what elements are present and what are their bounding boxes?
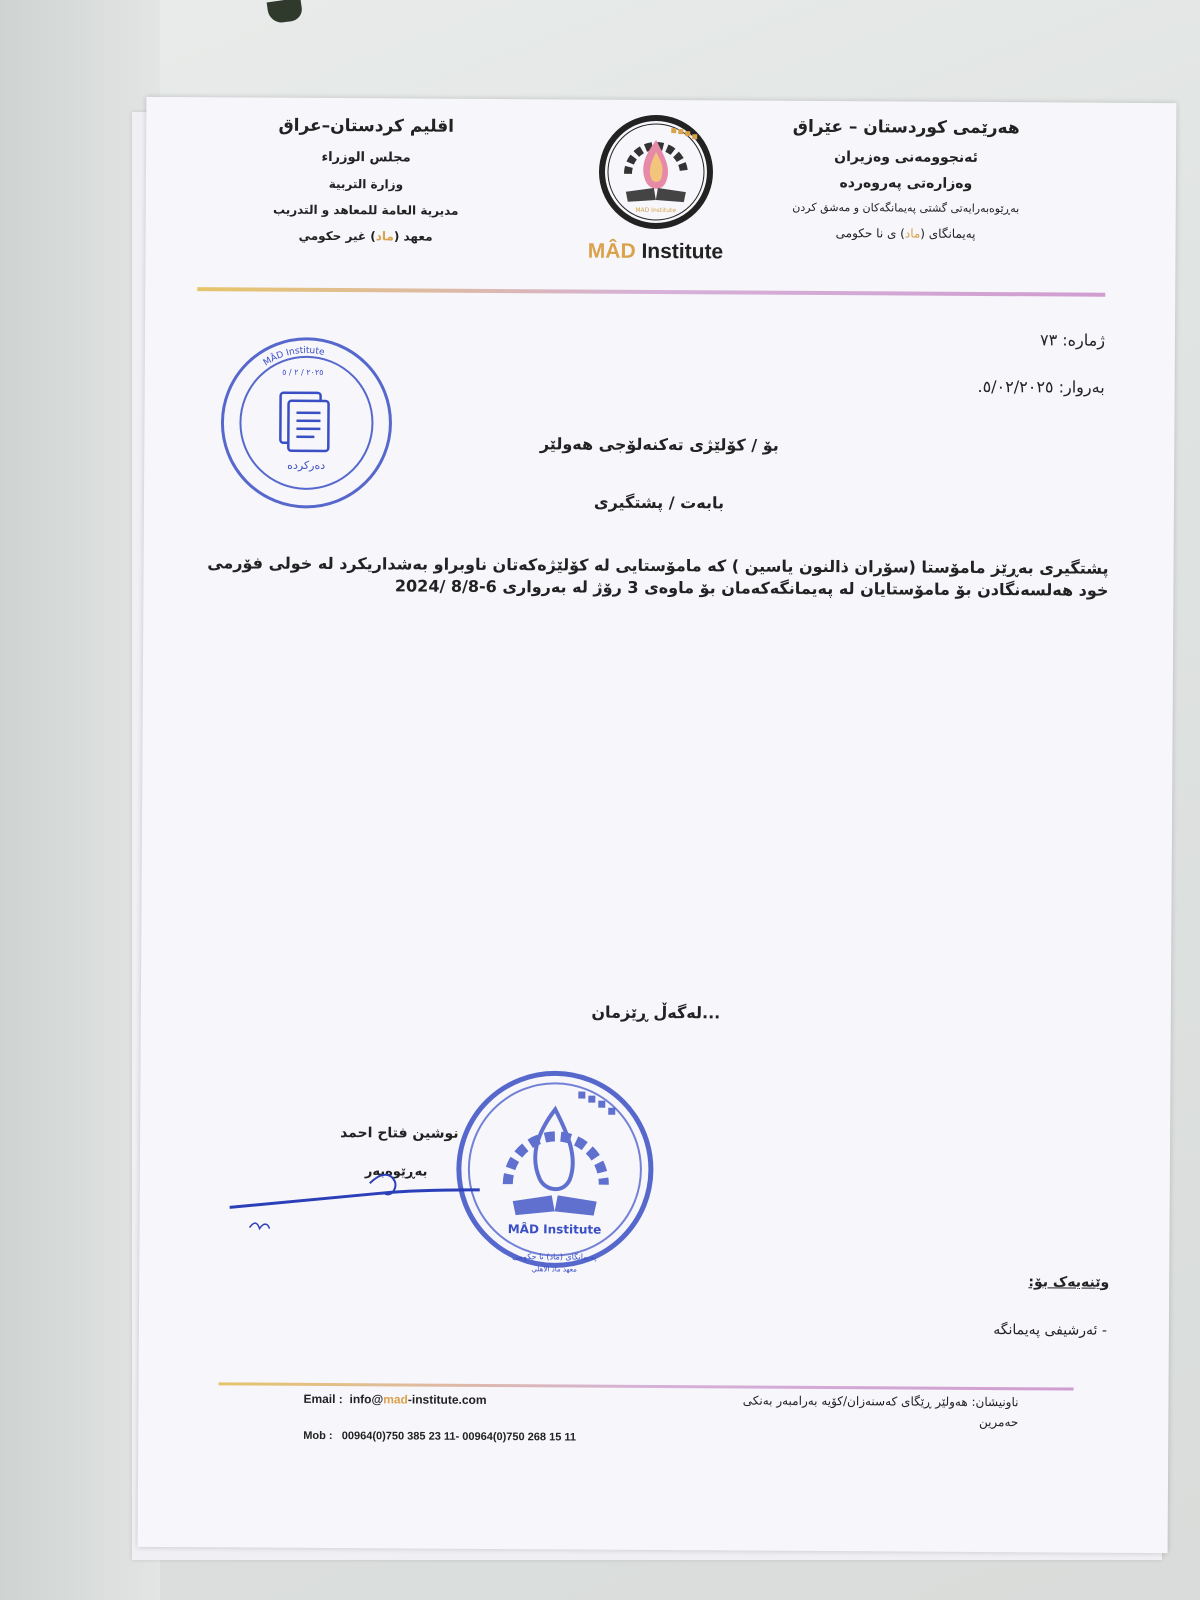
reference-number [1040,330,1105,349]
handwritten-signature [219,1152,500,1244]
logo-title [565,239,745,264]
header-arabic-line5-mad: ماد [375,229,394,244]
header-arabic-line5 [236,228,496,244]
footer-email-post: -institute.com [407,1392,487,1407]
reference-date-label: بەروار: [1058,377,1105,397]
received-stamp-ring-text: MÂD Institute [261,345,326,369]
reference-date-value: ٥/٠٢/٢٠٢٥. [977,376,1054,397]
ink-blot [267,0,304,24]
subject: بابەت / پشتگیری [593,492,725,513]
gear-flame-book-icon [508,1091,616,1216]
letter-body: پشتگیری بەڕێز مامۆستا (سۆران ذالنون یاسین ) کە مامۆستایی لە كۆلێژەكەتان ناوبراو بەشداریكرد لە خولی فۆرمی خود هەلسەنگادن بۆ مامۆستایان لە پەیمانگەكەمان بۆ ماوەی 3 رۆژ لە بەرواری 6-8/8 /2024 [207,553,1109,600]
footer-divider [219,1382,1074,1390]
gear-flame-book-icon [596,112,717,233]
footer-mobile [303,1430,576,1444]
logo-inner-text: MAD Institute [635,206,677,215]
institute-stamp-sub1: پەیمانگای (ماد) نا حکومی [512,1252,597,1262]
footer-email [303,1392,486,1407]
header-arabic-line1: اقليم كردستان–عراق [278,115,455,137]
header-arabic-line2: مجلس الوزراء [321,149,411,166]
letter-page [138,97,1177,1553]
footer-mob-value: 00964(0)750 385 23 11- 00964(0)750 268 15 11 [341,1430,577,1444]
reference-date [977,377,1104,397]
footer-email-label: Email : [303,1391,343,1407]
cc-title: وێنەیەک بۆ: [1028,1274,1110,1291]
footer-address-line1: ناونیشان: هەولێر ڕێگای کەسنەزان/کۆیە بەرامبەر بەنکی [742,1393,1019,1410]
signatory-name: نوشین فتاح احمد [340,1125,459,1142]
institute-stamp-sub2: معهد ماد الاهلي [531,1265,577,1274]
footer-address-line2: حەمرین [978,1414,1019,1430]
received-stamp [216,332,397,513]
header-kurdish-line5-post: ) ی نا حکومی [835,226,905,241]
header-arabic-line3: وزارة التربية [328,176,404,192]
institute-logo [565,111,746,282]
header-arabic-line5-pre: معهد ( [393,229,433,244]
institute-stamp-ring-text: MÂD Institute [507,1222,602,1237]
regards: ...لەگەڵ ڕێزمان [591,1002,721,1023]
cc-item: - ئەرشیفی پەیمانگە [993,1322,1107,1339]
header-arabic-line4: مديرية العامة للمعاهد و التدريب [272,202,459,218]
footer-mob-label: Mob : [303,1429,333,1443]
received-stamp-label: دەرکردە [287,458,326,472]
footer-address [698,1390,1018,1432]
header-kurdish-line1: هەرێمی کوردستان – عێراق [792,116,1020,139]
header-arabic [236,115,497,244]
reference-number-value: ٧٣ [1039,330,1058,350]
header-kurdish-line5-pre: پەیمانگای ( [920,226,976,241]
header-kurdish-line5-mad: ماد [904,226,921,241]
header-kurdish-line2: ئەنجوومەنی وەزیران [834,149,979,166]
footer-email-pre: info@ [349,1392,384,1407]
logo-title-rest: Institute [635,239,724,264]
signatory-role: بەڕێوەبەر [364,1164,428,1180]
addressee: بۆ / كۆلێژی تەكنەلۆجی هەولێر [539,434,779,455]
header-kurdish-line5 [741,225,1071,241]
footer-email-mad: mad [383,1392,408,1407]
header-kurdish [741,117,1072,242]
logo-title-accent: MÂD [587,239,636,263]
header-divider [197,287,1105,297]
header-arabic-line5-post: ) غير حكومي [298,228,376,244]
header-kurdish-line4: بەڕێوەبەرایەتی گشتی پەیمانگەکان و مەشق کردن [792,200,1020,216]
reference-number-label: ژمارە: [1062,330,1106,350]
received-stamp-date: ٢٠٢٥ / ٢ / ٥ [282,367,324,377]
header-kurdish-line3: وەزارەتی پەروەردە [839,175,973,192]
